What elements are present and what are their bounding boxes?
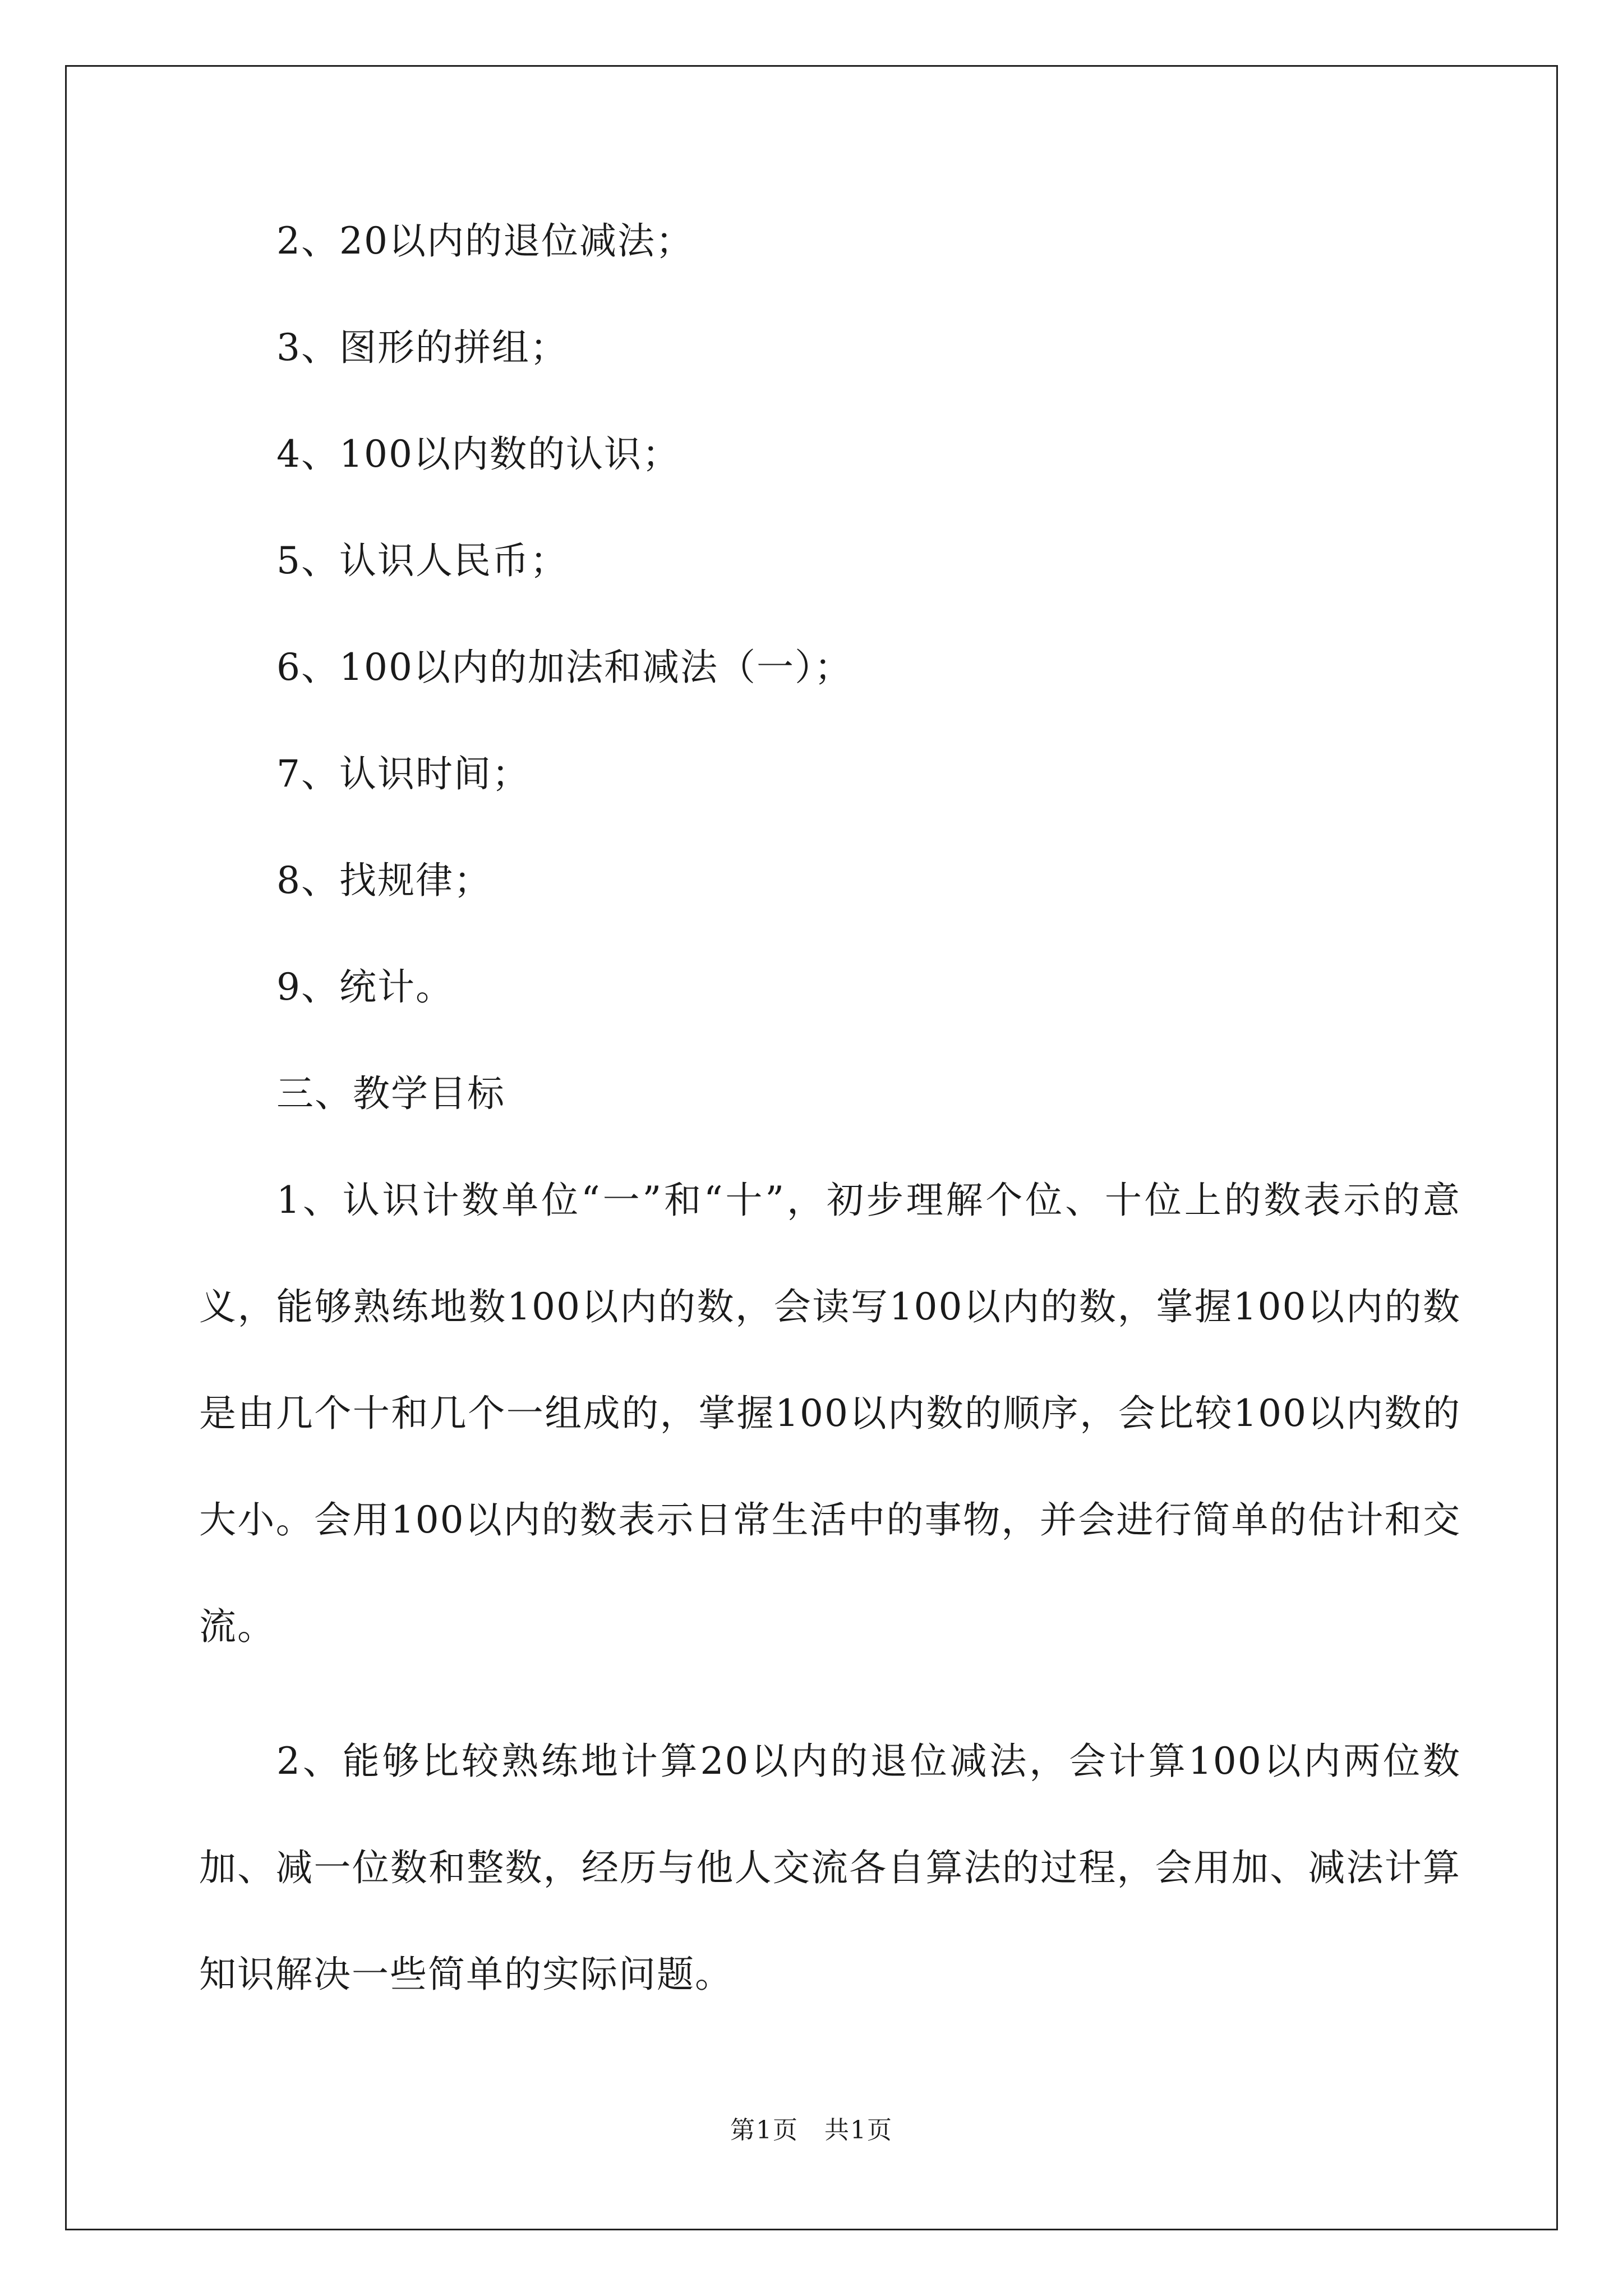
goal-paragraph-2: 2、能够比较熟练地计算20以内的退位减法，会计算100以内两位数加、减一位数和整数，经历与他人交流各自算法的过程，会用加、减法计算知识解决一些简单的实际问题。 [199,1740,1461,1996]
list-item-5: 5、认识人民币； [276,539,568,582]
list-item-6: 6、100以内的加法和减法（一）； [276,646,852,689]
page-footer: 第1页 共1页 [730,2116,893,2145]
document-body [199,216,1461,2084]
goal-paragraph-1: 1、认识计数单位“一”和“十”，初步理解个位、十位上的数表示的意义，能够熟练地数100以内的数，会读写100以内的数，掌握100以内的数是由几个十和几个一组成的，掌握100以内数的顺序，会比较100以内数的大小。会用100以内的数表示日常生活中的事物，并会进行简单的估计和交流。 [199,1179,1461,1648]
list-item-3: 3、图形的拼组； [276,326,568,369]
section-heading: 三、教学目标 [276,1072,505,1115]
list-item-9: 9、统计。 [276,965,454,1009]
list-item-2: 2、20以内的退位减法； [276,219,694,263]
list-item-4: 4、100以内数的认识； [276,432,680,476]
list-item-8: 8、找规律； [276,859,492,902]
list-item-7: 7、认识时间； [276,752,530,795]
